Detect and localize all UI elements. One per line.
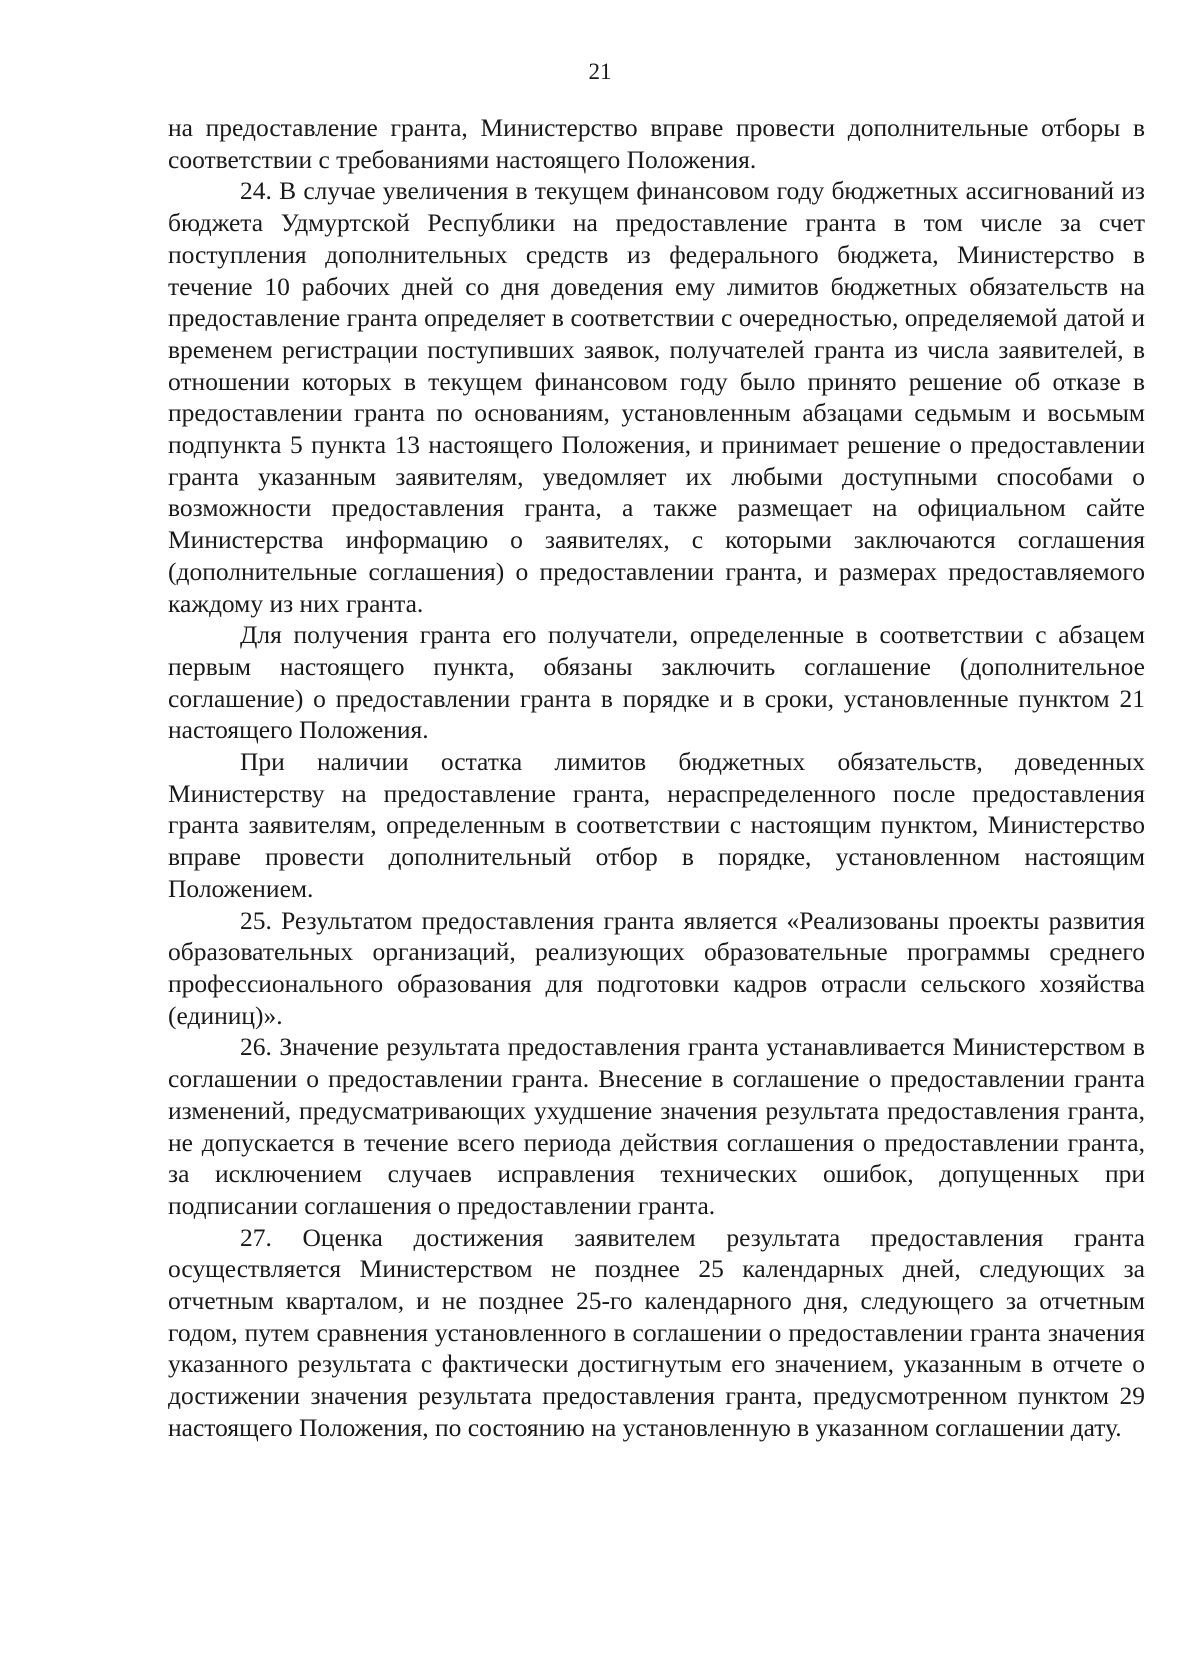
document-body: [168, 112, 1145, 1444]
paragraph-item-25: 25. Результатом предоставления гранта является «Реализованы проекты развития образовательных организаций, реализующих образовательные программы среднего профессионального образования для подготовки кадров отрасли сельского хозяйства (единиц)».: [168, 905, 1145, 1030]
paragraph-item-26: 26. Значение результата предоставления гранта устанавливается Министерством в соглашении о предоставлении гранта. Внесение в соглашение о предоставлении гранта изменений, предусматривающих ухудшение значения результата предоставления гранта, не допускается в течение всего периода действия соглашения о предоставлении гранта, за исключением случаев исправления технических ошибок, допущенных при подписании соглашения о предоставлении гранта.: [168, 1032, 1145, 1220]
paragraph-continuation: на предоставление гранта, Министерство вправе провести дополнительные отборы в соответствии с требованиями настоящего Положения.: [168, 113, 1145, 174]
paragraph-item-24-part-2: Для получения гранта его получатели, определенные в соответствии с абзацем первым настоящего пункта, обязаны заключить соглашение (дополнительное соглашение) о предоставлении гранта в порядке и в сроки, установленные пунктом 21 настоящего Положения.: [168, 620, 1145, 745]
paragraph-item-24: 24. В случае увеличения в текущем финансовом году бюджетных ассигнований из бюджета Удмуртской Республики на предоставление гранта в том числе за счет поступления дополнительных средств из федерального бюджета, Министерство в течение 10 рабочих дней со дня доведения ему лимитов бюджетных обязательств на предоставление гранта определяет в соответствии с очередностью, определяемой датой и временем регистрации поступивших заявок, получателей гранта из числа заявителей, в отношении которых в текущем финансовом году было принято решение об отказе в предоставлении гранта по основаниям, установленным абзацами седьмым и восьмым подпункта 5 пункта 13 настоящего Положения, и принимает решение о предоставлении гранта указанным заявителям, уведомляет их любыми доступными способами о возможности предоставления гранта, а также размещает на официальном сайте Министерства информацию о заявителях, с которыми заключаются соглашения (дополнительные соглашения) о предоставлении гранта, и размерах предоставляемого каждому из них гранта.: [168, 176, 1145, 618]
page-number: 21: [588, 59, 612, 84]
paragraph-item-24-part-3: При наличии остатка лимитов бюджетных обязательств, доведенных Министерству на предоставление гранта, нераспределенного после предоставления гранта заявителям, определенным в соответствии с настоящим пунктом, Министерство вправе провести дополнительный отбор в порядке, установленном настоящим Положением.: [168, 747, 1145, 903]
paragraph-item-27: 27. Оценка достижения заявителем результата предоставления гранта осуществляется Министерством не позднее 25 календарных дней, следующих за отчетным кварталом, и не позднее 25-го календарного дня, следующего за отчетным годом, путем сравнения установленного в соглашении о предоставлении гранта значения указанного результата с фактически достигнутым его значением, указанным в отчете о достижении значения результата предоставления гранта, предусмотренном пунктом 29 настоящего Положения, по состоянию на установленную в указанном соглашении дату.: [168, 1222, 1145, 1442]
